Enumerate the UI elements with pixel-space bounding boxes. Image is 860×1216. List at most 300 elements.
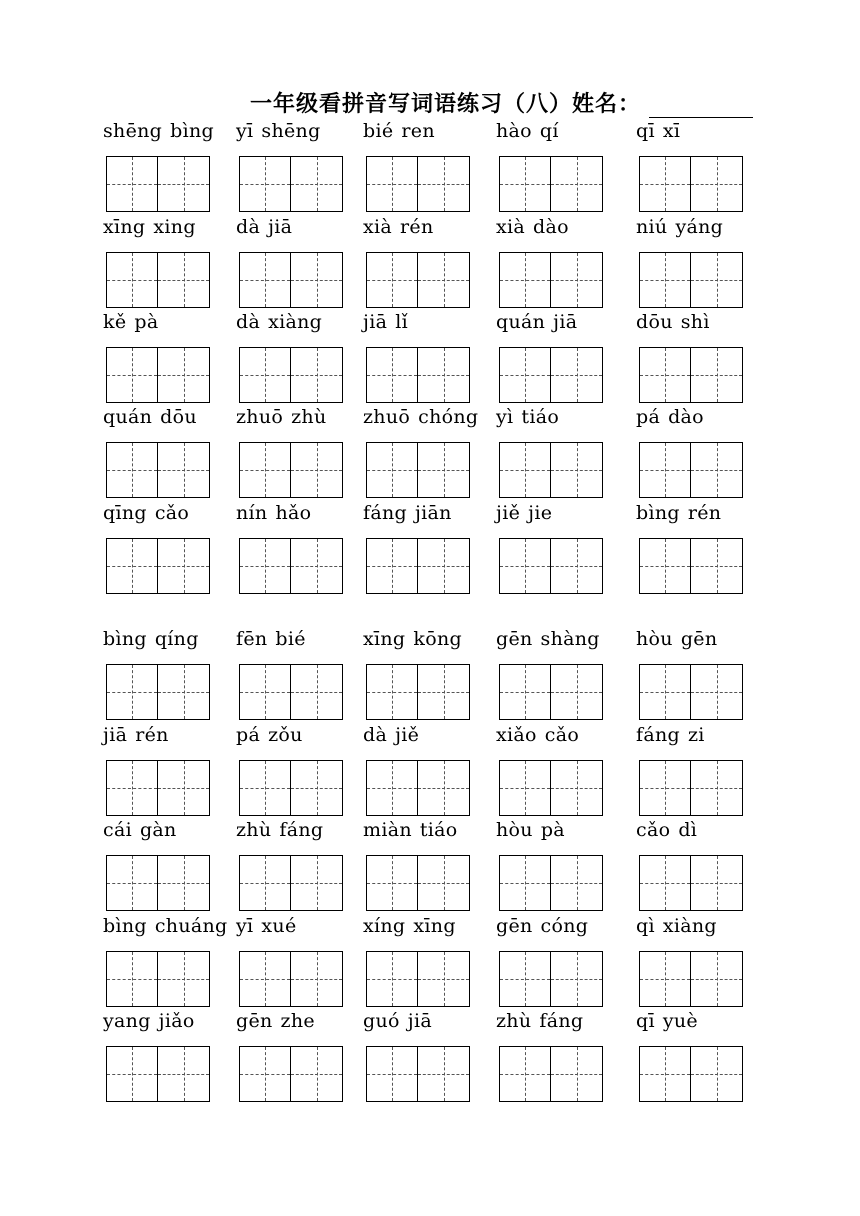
tianzige-writing-cell[interactable] bbox=[239, 664, 291, 720]
pinyin-prompt bbox=[363, 1010, 432, 1032]
pinyin-syllable: shēng bbox=[261, 120, 321, 142]
pinyin-prompt bbox=[496, 216, 569, 238]
tianzige-writing-cell[interactable] bbox=[366, 442, 418, 498]
writing-box-pair bbox=[239, 951, 343, 1007]
pinyin-syllable: jiā bbox=[553, 311, 578, 333]
writing-box-pair bbox=[239, 252, 343, 308]
pinyin-prompt bbox=[636, 311, 710, 333]
writing-box-pair bbox=[499, 1046, 603, 1102]
tianzige-writing-cell[interactable] bbox=[418, 442, 470, 498]
tianzige-writing-cell[interactable] bbox=[291, 1046, 343, 1102]
pinyin-prompt bbox=[363, 628, 462, 650]
tianzige-writing-cell[interactable] bbox=[106, 951, 158, 1007]
tianzige-writing-cell[interactable] bbox=[239, 951, 291, 1007]
pinyin-prompt bbox=[363, 819, 458, 841]
writing-box-pair bbox=[639, 347, 743, 403]
pinyin-syllable: cǎo bbox=[636, 819, 671, 841]
tianzige-writing-cell[interactable] bbox=[239, 442, 291, 498]
tianzige-writing-cell[interactable] bbox=[499, 855, 551, 911]
tianzige-writing-cell[interactable] bbox=[106, 538, 158, 594]
pinyin-prompt bbox=[496, 120, 559, 142]
pinyin-prompt bbox=[103, 502, 189, 524]
pinyin-syllable: cǎo bbox=[154, 502, 190, 524]
tianzige-writing-cell[interactable] bbox=[418, 951, 470, 1007]
tianzige-writing-cell[interactable] bbox=[158, 1046, 210, 1102]
pinyin-syllable: cóng bbox=[540, 915, 589, 937]
pinyin-syllable: rén bbox=[400, 216, 434, 238]
tianzige-writing-cell[interactable] bbox=[639, 538, 691, 594]
writing-box-pair bbox=[239, 760, 343, 816]
tianzige-writing-cell[interactable] bbox=[291, 951, 343, 1007]
pinyin-syllable: dì bbox=[678, 819, 698, 841]
pinyin-syllable: gēn bbox=[680, 628, 718, 650]
pinyin-syllable: zhuō bbox=[363, 406, 411, 428]
writing-box-pair bbox=[366, 252, 470, 308]
pinyin-syllable: fēn bbox=[236, 628, 268, 650]
worksheet-header bbox=[250, 84, 753, 118]
pinyin-syllable: gēn bbox=[236, 1010, 273, 1032]
tianzige-writing-cell[interactable] bbox=[158, 347, 210, 403]
pinyin-syllable: zhù bbox=[236, 819, 272, 841]
writing-box-pair bbox=[106, 156, 210, 212]
tianzige-writing-cell[interactable] bbox=[551, 538, 603, 594]
pinyin-syllable: xià bbox=[363, 216, 393, 238]
tianzige-writing-cell[interactable] bbox=[291, 760, 343, 816]
pinyin-syllable: xīng bbox=[363, 628, 406, 650]
pinyin-syllable: guó bbox=[363, 1010, 400, 1032]
pinyin-syllable: xué bbox=[261, 915, 297, 937]
name-blank-line[interactable] bbox=[649, 91, 753, 118]
pinyin-syllable: chuáng bbox=[154, 915, 228, 937]
pinyin-syllable: bìng bbox=[636, 502, 680, 524]
pinyin-prompt bbox=[636, 216, 723, 238]
tianzige-writing-cell[interactable] bbox=[551, 347, 603, 403]
writing-box-pair bbox=[106, 855, 210, 911]
pinyin-syllable: hǎo bbox=[275, 502, 312, 524]
tianzige-writing-cell[interactable] bbox=[691, 538, 743, 594]
pinyin-prompt bbox=[636, 406, 704, 428]
pinyin-prompt bbox=[236, 216, 292, 238]
pinyin-prompt bbox=[103, 1010, 195, 1032]
writing-box-pair bbox=[499, 347, 603, 403]
pinyin-syllable: dà bbox=[363, 724, 388, 746]
pinyin-prompt bbox=[103, 216, 196, 238]
tianzige-writing-cell[interactable] bbox=[418, 1046, 470, 1102]
pinyin-prompt bbox=[636, 120, 680, 142]
tianzige-writing-cell[interactable] bbox=[366, 538, 418, 594]
tianzige-writing-cell[interactable] bbox=[551, 156, 603, 212]
pinyin-syllable: cǎo bbox=[544, 724, 580, 746]
tianzige-writing-cell[interactable] bbox=[158, 855, 210, 911]
writing-box-pair bbox=[639, 951, 743, 1007]
tianzige-writing-cell[interactable] bbox=[291, 347, 343, 403]
tianzige-writing-cell[interactable] bbox=[366, 951, 418, 1007]
writing-box-pair bbox=[366, 664, 470, 720]
tianzige-writing-cell[interactable] bbox=[499, 951, 551, 1007]
pinyin-syllable: dào bbox=[668, 406, 704, 428]
tianzige-writing-cell[interactable] bbox=[366, 252, 418, 308]
pinyin-syllable: dà bbox=[236, 311, 261, 333]
pinyin-prompt bbox=[636, 1010, 698, 1032]
tianzige-writing-cell[interactable] bbox=[691, 1046, 743, 1102]
pinyin-prompt bbox=[236, 819, 323, 841]
pinyin-syllable: yang bbox=[103, 1010, 151, 1032]
pinyin-prompt bbox=[363, 502, 452, 524]
pinyin-syllable: jiǎo bbox=[158, 1010, 195, 1032]
pinyin-prompt bbox=[236, 406, 327, 428]
pinyin-syllable: bié bbox=[363, 120, 394, 142]
writing-box-pair bbox=[106, 538, 210, 594]
writing-box-pair bbox=[639, 760, 743, 816]
writing-box-pair bbox=[106, 664, 210, 720]
pinyin-prompt bbox=[496, 502, 552, 524]
pinyin-syllable: tiáo bbox=[419, 819, 458, 841]
pinyin-prompt bbox=[236, 120, 321, 142]
pinyin-syllable: lǐ bbox=[395, 311, 408, 333]
writing-box-pair bbox=[106, 760, 210, 816]
pinyin-syllable: pà bbox=[540, 819, 565, 841]
tianzige-writing-cell[interactable] bbox=[418, 855, 470, 911]
tianzige-writing-cell[interactable] bbox=[499, 347, 551, 403]
tianzige-writing-cell[interactable] bbox=[106, 156, 158, 212]
writing-box-pair bbox=[366, 538, 470, 594]
writing-box-pair bbox=[639, 442, 743, 498]
tianzige-writing-cell[interactable] bbox=[158, 951, 210, 1007]
pinyin-syllable: hòu bbox=[496, 819, 533, 841]
tianzige-writing-cell[interactable] bbox=[551, 1046, 603, 1102]
tianzige-writing-cell[interactable] bbox=[239, 760, 291, 816]
pinyin-prompt bbox=[496, 819, 565, 841]
tianzige-writing-cell[interactable] bbox=[551, 252, 603, 308]
tianzige-writing-cell[interactable] bbox=[158, 760, 210, 816]
tianzige-writing-cell[interactable] bbox=[106, 855, 158, 911]
pinyin-prompt bbox=[636, 915, 717, 937]
tianzige-writing-cell[interactable] bbox=[291, 156, 343, 212]
writing-box-pair bbox=[239, 347, 343, 403]
tianzige-writing-cell[interactable] bbox=[106, 252, 158, 308]
tianzige-writing-cell[interactable] bbox=[499, 760, 551, 816]
tianzige-writing-cell[interactable] bbox=[239, 252, 291, 308]
pinyin-syllable: zǒu bbox=[268, 724, 303, 746]
tianzige-writing-cell[interactable] bbox=[499, 1046, 551, 1102]
pinyin-syllable: kě bbox=[103, 311, 127, 333]
pinyin-prompt bbox=[103, 915, 228, 937]
pinyin-prompt bbox=[236, 628, 306, 650]
writing-box-pair bbox=[499, 855, 603, 911]
tianzige-writing-cell[interactable] bbox=[499, 156, 551, 212]
tianzige-writing-cell[interactable] bbox=[551, 855, 603, 911]
pinyin-syllable: hào bbox=[496, 120, 532, 142]
tianzige-writing-cell[interactable] bbox=[551, 951, 603, 1007]
tianzige-writing-cell[interactable] bbox=[418, 760, 470, 816]
pinyin-syllable: zhe bbox=[280, 1010, 315, 1032]
tianzige-writing-cell[interactable] bbox=[366, 1046, 418, 1102]
pinyin-syllable: fáng bbox=[539, 1010, 584, 1032]
writing-box-pair bbox=[639, 252, 743, 308]
pinyin-syllable: fáng bbox=[279, 819, 324, 841]
writing-box-pair bbox=[106, 1046, 210, 1102]
pinyin-syllable: tiáo bbox=[521, 406, 560, 428]
tianzige-writing-cell[interactable] bbox=[418, 156, 470, 212]
pinyin-syllable: nín bbox=[236, 502, 268, 524]
tianzige-writing-cell[interactable] bbox=[158, 252, 210, 308]
writing-box-pair bbox=[639, 664, 743, 720]
pinyin-prompt bbox=[103, 311, 158, 333]
pinyin-syllable: bìng bbox=[103, 628, 147, 650]
writing-box-pair bbox=[639, 855, 743, 911]
writing-box-pair bbox=[366, 156, 470, 212]
pinyin-prompt bbox=[363, 406, 478, 428]
tianzige-writing-cell[interactable] bbox=[239, 347, 291, 403]
pinyin-prompt bbox=[103, 406, 197, 428]
pinyin-syllable: fáng bbox=[363, 502, 407, 524]
writing-box-pair bbox=[106, 951, 210, 1007]
tianzige-writing-cell[interactable] bbox=[291, 664, 343, 720]
pinyin-prompt bbox=[496, 1010, 583, 1032]
pinyin-prompt bbox=[363, 120, 435, 142]
tianzige-writing-cell[interactable] bbox=[499, 664, 551, 720]
tianzige-writing-cell[interactable] bbox=[639, 252, 691, 308]
pinyin-prompt bbox=[363, 216, 434, 238]
writing-box-pair bbox=[499, 951, 603, 1007]
tianzige-writing-cell[interactable] bbox=[418, 347, 470, 403]
pinyin-prompt bbox=[363, 311, 408, 333]
pinyin-syllable: jiā bbox=[268, 216, 293, 238]
writing-box-pair bbox=[106, 347, 210, 403]
pinyin-syllable: bié bbox=[275, 628, 306, 650]
pinyin-prompt bbox=[236, 502, 311, 524]
pinyin-prompt bbox=[636, 502, 721, 524]
pinyin-syllable: zhù bbox=[496, 1010, 532, 1032]
writing-box-pair bbox=[499, 442, 603, 498]
pinyin-prompt bbox=[103, 120, 214, 142]
writing-box-pair bbox=[239, 538, 343, 594]
writing-box-pair bbox=[499, 252, 603, 308]
tianzige-writing-cell[interactable] bbox=[106, 760, 158, 816]
pinyin-syllable: kōng bbox=[413, 628, 462, 650]
tianzige-writing-cell[interactable] bbox=[106, 347, 158, 403]
pinyin-syllable: quán bbox=[103, 406, 153, 428]
tianzige-writing-cell[interactable] bbox=[639, 442, 691, 498]
tianzige-writing-cell[interactable] bbox=[239, 156, 291, 212]
writing-box-pair bbox=[366, 347, 470, 403]
writing-box-pair bbox=[106, 252, 210, 308]
tianzige-writing-cell[interactable] bbox=[639, 951, 691, 1007]
pinyin-syllable: jie bbox=[528, 502, 553, 524]
pinyin-syllable: xīng bbox=[413, 915, 456, 937]
pinyin-prompt bbox=[636, 724, 705, 746]
pinyin-syllable: yī bbox=[236, 120, 254, 142]
tianzige-writing-cell[interactable] bbox=[691, 951, 743, 1007]
pinyin-syllable: shàng bbox=[540, 628, 600, 650]
writing-box-pair bbox=[639, 538, 743, 594]
pinyin-syllable: rén bbox=[135, 724, 169, 746]
tianzige-writing-cell[interactable] bbox=[291, 855, 343, 911]
writing-box-pair bbox=[366, 951, 470, 1007]
pinyin-syllable: xíng bbox=[363, 915, 406, 937]
pinyin-prompt bbox=[496, 628, 600, 650]
tianzige-writing-cell[interactable] bbox=[418, 252, 470, 308]
tianzige-writing-cell[interactable] bbox=[366, 664, 418, 720]
pinyin-syllable: jiān bbox=[414, 502, 452, 524]
tianzige-writing-cell[interactable] bbox=[691, 347, 743, 403]
pinyin-syllable: quán bbox=[496, 311, 546, 333]
pinyin-syllable: yì bbox=[496, 406, 514, 428]
pinyin-syllable: pá bbox=[236, 724, 261, 746]
pinyin-syllable: dōu bbox=[636, 311, 673, 333]
writing-box-pair bbox=[499, 538, 603, 594]
pinyin-syllable: jiā bbox=[407, 1010, 432, 1032]
pinyin-syllable: hòu bbox=[636, 628, 673, 650]
writing-box-pair bbox=[366, 760, 470, 816]
pinyin-prompt bbox=[636, 628, 717, 650]
tianzige-writing-cell[interactable] bbox=[499, 442, 551, 498]
tianzige-writing-cell[interactable] bbox=[639, 1046, 691, 1102]
tianzige-writing-cell[interactable] bbox=[366, 760, 418, 816]
pinyin-syllable: xīng bbox=[103, 216, 146, 238]
pinyin-prompt bbox=[363, 915, 456, 937]
pinyin-prompt bbox=[236, 1010, 315, 1032]
tianzige-writing-cell[interactable] bbox=[106, 1046, 158, 1102]
tianzige-writing-cell[interactable] bbox=[639, 664, 691, 720]
pinyin-syllable: pà bbox=[134, 311, 159, 333]
tianzige-writing-cell[interactable] bbox=[551, 664, 603, 720]
pinyin-syllable: zi bbox=[687, 724, 705, 746]
pinyin-syllable: cái bbox=[103, 819, 132, 841]
tianzige-writing-cell[interactable] bbox=[291, 538, 343, 594]
pinyin-prompt bbox=[103, 724, 169, 746]
tianzige-writing-cell[interactable] bbox=[639, 760, 691, 816]
tianzige-writing-cell[interactable] bbox=[158, 664, 210, 720]
tianzige-writing-cell[interactable] bbox=[239, 855, 291, 911]
pinyin-syllable: gàn bbox=[139, 819, 177, 841]
pinyin-prompt bbox=[363, 724, 419, 746]
tianzige-writing-cell[interactable] bbox=[239, 538, 291, 594]
pinyin-syllable: gēn bbox=[496, 628, 533, 650]
pinyin-syllable: qí bbox=[539, 120, 559, 142]
pinyin-syllable: gēn bbox=[496, 915, 533, 937]
tianzige-writing-cell[interactable] bbox=[291, 442, 343, 498]
pinyin-syllable: bìng bbox=[170, 120, 214, 142]
pinyin-syllable: xiàng bbox=[268, 311, 323, 333]
worksheet-title: 一年级看拼音写词语练习（八）姓名： bbox=[250, 91, 642, 117]
pinyin-prompt bbox=[496, 406, 559, 428]
writing-box-pair bbox=[366, 442, 470, 498]
tianzige-writing-cell[interactable] bbox=[291, 252, 343, 308]
pinyin-prompt bbox=[496, 724, 579, 746]
tianzige-writing-cell[interactable] bbox=[691, 664, 743, 720]
writing-box-pair bbox=[239, 156, 343, 212]
writing-box-pair bbox=[499, 156, 603, 212]
tianzige-writing-cell[interactable] bbox=[691, 252, 743, 308]
pinyin-syllable: bìng bbox=[103, 915, 147, 937]
pinyin-syllable: xiàng bbox=[662, 915, 717, 937]
pinyin-syllable: qī bbox=[636, 1010, 655, 1032]
tianzige-writing-cell[interactable] bbox=[551, 760, 603, 816]
tianzige-writing-cell[interactable] bbox=[691, 156, 743, 212]
tianzige-writing-cell[interactable] bbox=[158, 156, 210, 212]
pinyin-syllable: dà bbox=[236, 216, 261, 238]
writing-box-pair bbox=[106, 442, 210, 498]
pinyin-syllable: xī bbox=[662, 120, 681, 142]
tianzige-writing-cell[interactable] bbox=[691, 442, 743, 498]
pinyin-prompt bbox=[236, 311, 322, 333]
pinyin-syllable: xià bbox=[496, 216, 526, 238]
pinyin-syllable: ren bbox=[401, 120, 435, 142]
tianzige-writing-cell[interactable] bbox=[691, 855, 743, 911]
pinyin-prompt bbox=[496, 915, 588, 937]
pinyin-syllable: jiě bbox=[496, 502, 521, 524]
pinyin-syllable: qī bbox=[636, 120, 655, 142]
pinyin-syllable: jiā bbox=[103, 724, 128, 746]
tianzige-writing-cell[interactable] bbox=[239, 1046, 291, 1102]
pinyin-prompt bbox=[236, 724, 303, 746]
tianzige-writing-cell[interactable] bbox=[691, 760, 743, 816]
pinyin-prompt bbox=[636, 819, 697, 841]
tianzige-writing-cell[interactable] bbox=[158, 538, 210, 594]
pinyin-syllable: fáng bbox=[636, 724, 680, 746]
writing-box-pair bbox=[639, 156, 743, 212]
tianzige-writing-cell[interactable] bbox=[106, 442, 158, 498]
pinyin-syllable: shēng bbox=[103, 120, 163, 142]
tianzige-writing-cell[interactable] bbox=[106, 664, 158, 720]
pinyin-syllable: dào bbox=[533, 216, 569, 238]
pinyin-syllable: yī bbox=[236, 915, 254, 937]
pinyin-syllable: zhù bbox=[291, 406, 327, 428]
writing-box-pair bbox=[639, 1046, 743, 1102]
pinyin-syllable: qīng bbox=[103, 502, 147, 524]
pinyin-syllable: yuè bbox=[662, 1010, 698, 1032]
pinyin-syllable: jiā bbox=[363, 311, 388, 333]
tianzige-writing-cell[interactable] bbox=[158, 442, 210, 498]
tianzige-writing-cell[interactable] bbox=[499, 252, 551, 308]
writing-box-pair bbox=[499, 760, 603, 816]
tianzige-writing-cell[interactable] bbox=[639, 855, 691, 911]
tianzige-writing-cell[interactable] bbox=[639, 347, 691, 403]
pinyin-syllable: jiě bbox=[395, 724, 420, 746]
tianzige-writing-cell[interactable] bbox=[418, 664, 470, 720]
pinyin-syllable: qíng bbox=[154, 628, 199, 650]
pinyin-syllable: miàn bbox=[363, 819, 412, 841]
writing-box-pair bbox=[239, 442, 343, 498]
pinyin-syllable: yáng bbox=[675, 216, 724, 238]
pinyin-syllable: chóng bbox=[418, 406, 479, 428]
pinyin-syllable: xiǎo bbox=[496, 724, 537, 746]
writing-box-pair bbox=[366, 855, 470, 911]
writing-box-pair bbox=[366, 1046, 470, 1102]
tianzige-writing-cell[interactable] bbox=[366, 855, 418, 911]
tianzige-writing-cell[interactable] bbox=[551, 442, 603, 498]
tianzige-writing-cell[interactable] bbox=[366, 347, 418, 403]
pinyin-syllable: shì bbox=[680, 311, 710, 333]
pinyin-syllable: dōu bbox=[160, 406, 197, 428]
pinyin-syllable: xing bbox=[153, 216, 196, 238]
pinyin-syllable: pá bbox=[636, 406, 661, 428]
tianzige-writing-cell[interactable] bbox=[639, 156, 691, 212]
writing-box-pair bbox=[239, 1046, 343, 1102]
tianzige-writing-cell[interactable] bbox=[366, 156, 418, 212]
writing-box-pair bbox=[239, 855, 343, 911]
tianzige-writing-cell[interactable] bbox=[418, 538, 470, 594]
writing-box-pair bbox=[499, 664, 603, 720]
writing-box-pair bbox=[239, 664, 343, 720]
pinyin-syllable: niú bbox=[636, 216, 668, 238]
tianzige-writing-cell[interactable] bbox=[499, 538, 551, 594]
pinyin-prompt bbox=[103, 628, 199, 650]
pinyin-prompt bbox=[496, 311, 577, 333]
pinyin-syllable: rén bbox=[687, 502, 722, 524]
pinyin-prompt bbox=[103, 819, 177, 841]
